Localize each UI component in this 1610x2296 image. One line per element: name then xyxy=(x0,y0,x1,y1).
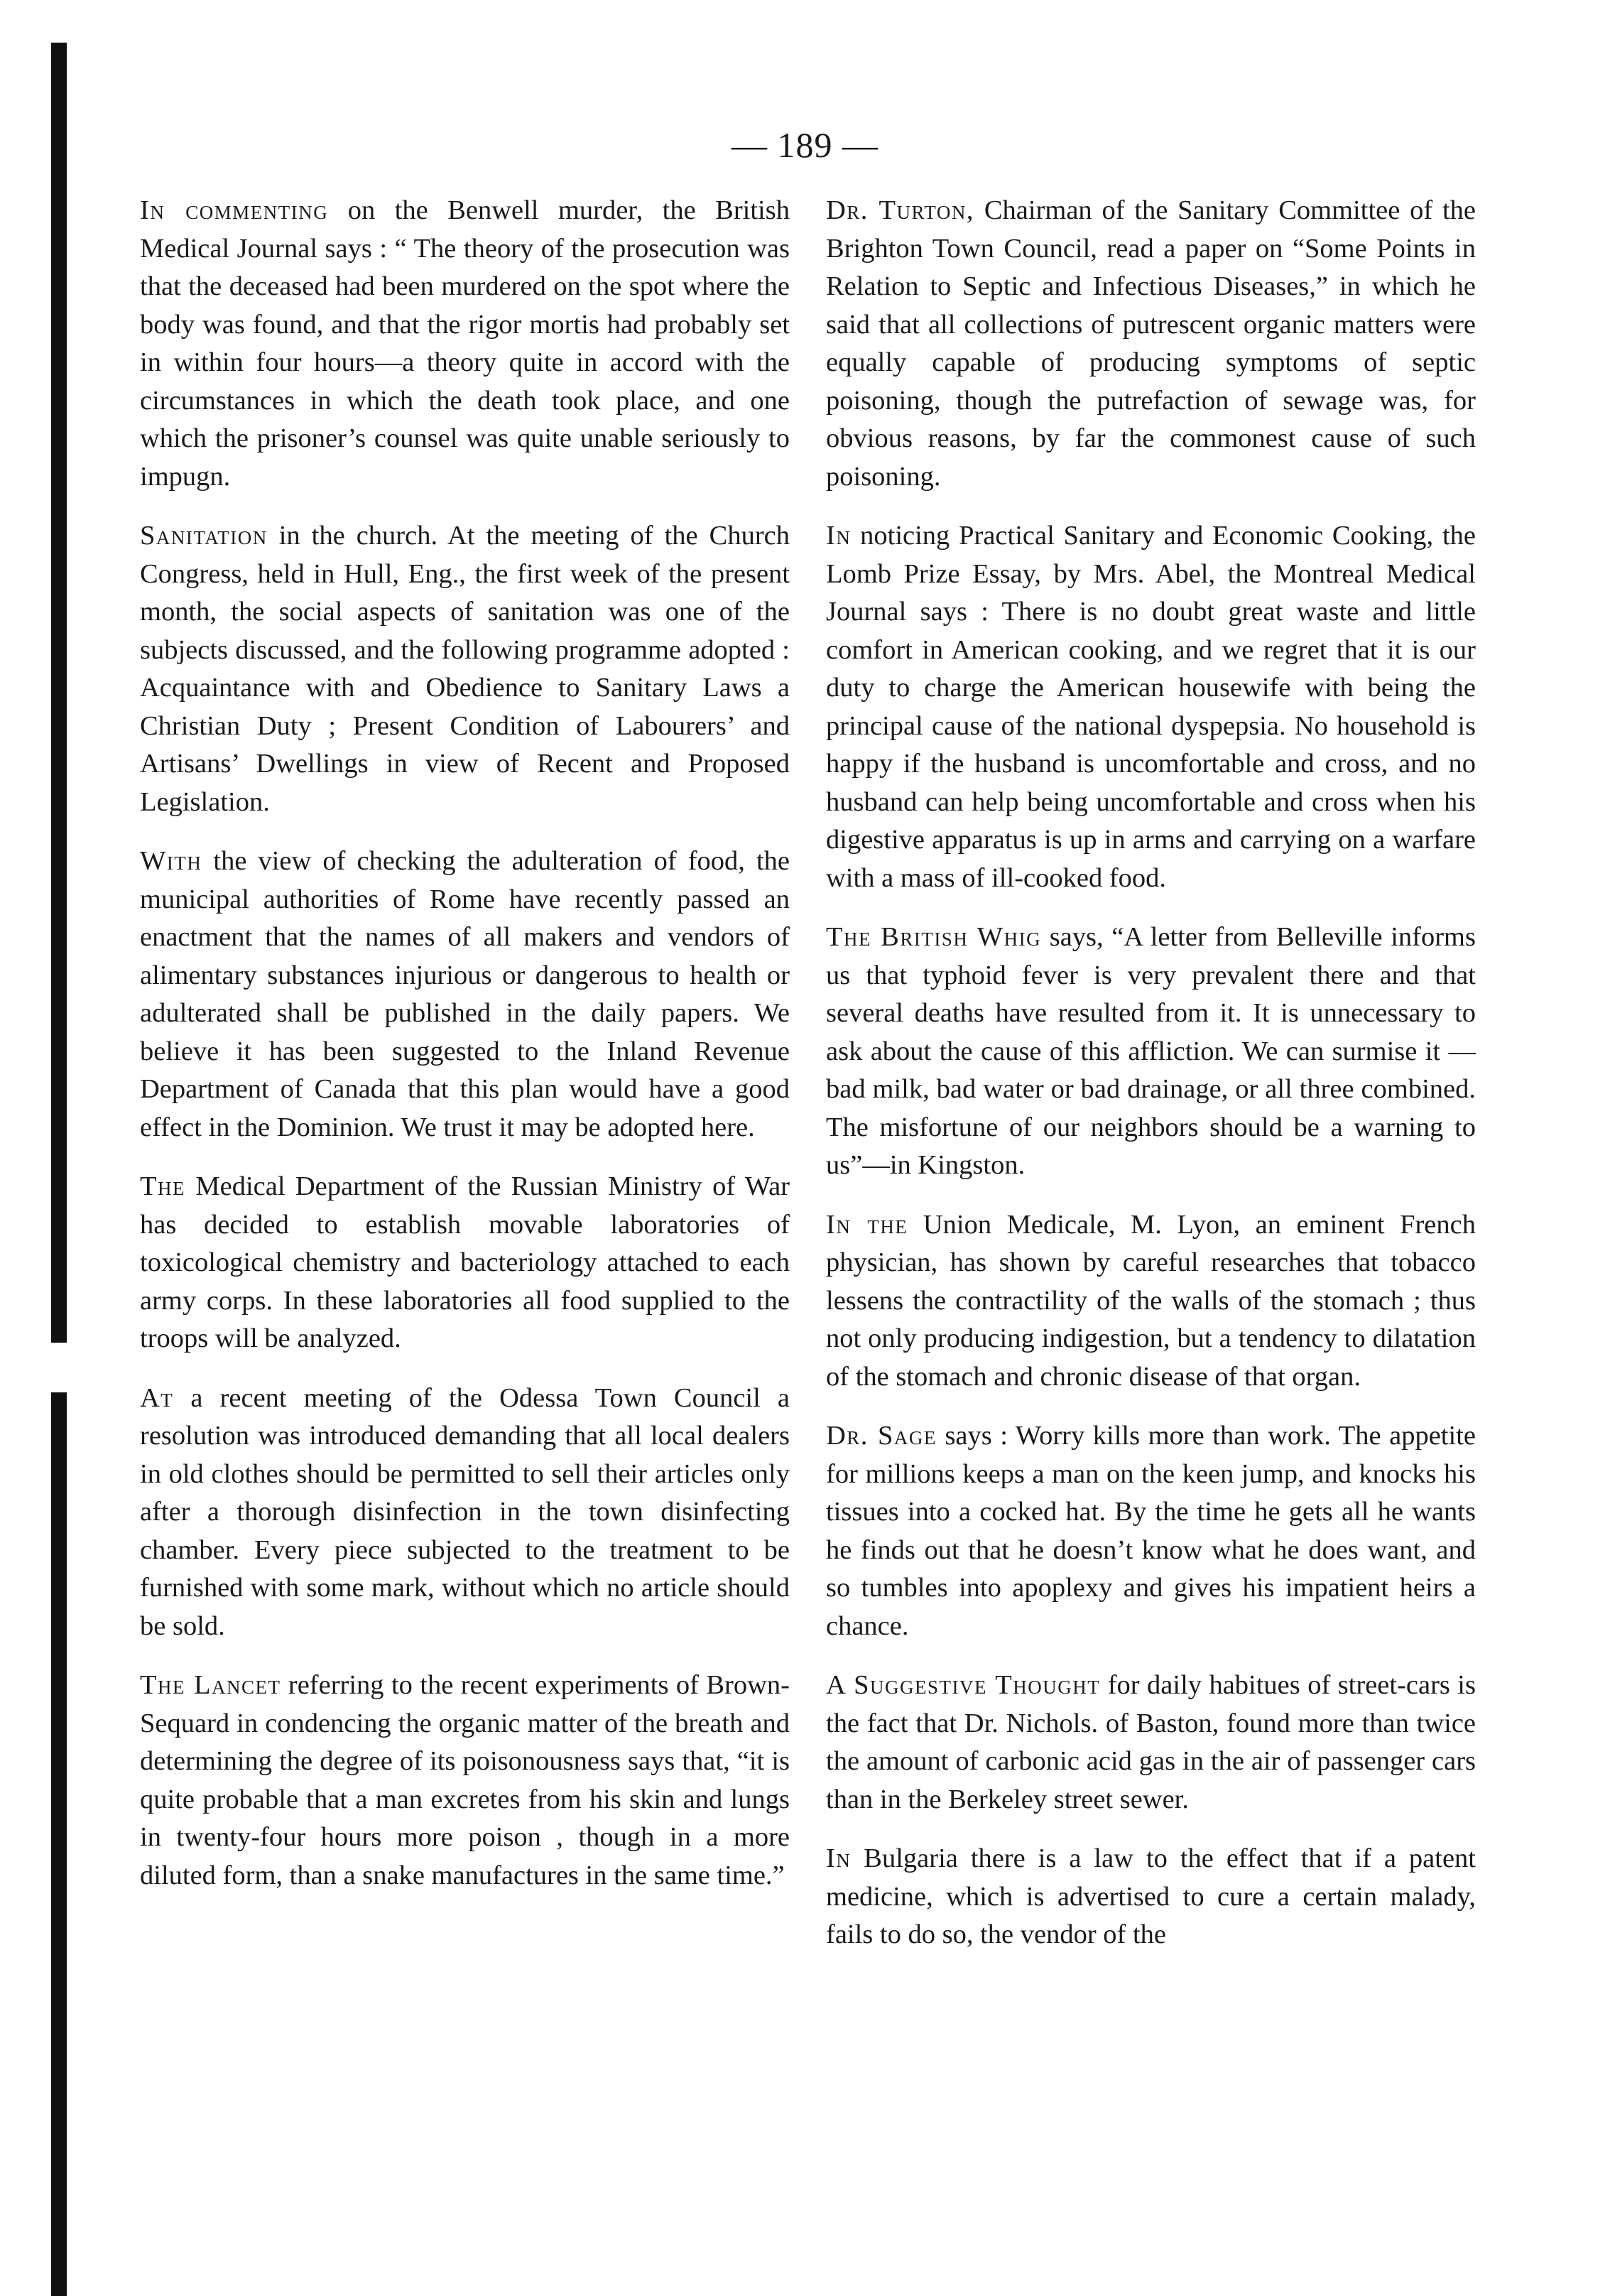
paragraph-lead: A Suggestive Thought xyxy=(826,1670,1101,1700)
paragraph-text: for daily habitues of street-cars is the fact that Dr. Nichols. of Baston, found more than twice the amount of carbonic acid gas in the air of passenger cars than in the Berkeley street sewer. xyxy=(826,1670,1476,1814)
paragraph-adulteration xyxy=(140,843,790,1147)
paragraph-russian-ministry xyxy=(140,1168,790,1358)
paragraph-turton xyxy=(826,192,1476,496)
paragraph-lead: With xyxy=(140,846,202,876)
paragraph-text: in the church. At the meeting of the Church Congress, held in Hull, Eng., the first week of the present month, the social aspects of sanitation was one of the subjects discussed, and the following programme adopted : Acquaintance with and Obedience to Sanitary Laws a Christian Duty ; Present Condition of Labourers’ and Artisans’ Dwellings in view of Recent and Proposed Legislation. xyxy=(140,521,790,817)
paragraph-lancet xyxy=(140,1667,790,1895)
paragraph-text: says, “A letter from Belleville informs us that typhoid fever is very prevalent there and that several deaths have resulted from it. It is unnecessary to ask about the cause of this affliction. We can surmise it —bad milk, bad water or bad drainage, or all three combined. The misfortune of our neighbors should be a warning to us”—in Kingston. xyxy=(826,922,1476,1180)
paragraph-union-medicale xyxy=(826,1206,1476,1397)
paragraph-text: on the Benwell murder, the British Medical Journal says : “ The theory of the prosecution was that the deceased had been murdered on the spot where the body was found, and that the rigor mortis had probably set in within four hours—a theory quite in accord with the circumstances in which the death took place, and one which the prisoner’s counsel was quite unable seriously to impugn. xyxy=(140,195,790,492)
paragraph-text: Bulgaria there is a law to the effect that if a patent medicine, which is advertised to cure a certain malady, fails to do so, the vendor of the xyxy=(826,1843,1476,1949)
paragraph-text: the view of checking the adulteration of food, the municipal authorities of Rome have recently passed an enactment that the names of all makers and vendors of alimentary substances injurious or dangerous to health or adulterated shall be published in the daily papers. We believe it has been suggested to the Inland Revenue Department of Canada that this plan would have a good effect in the Dominion. We trust it may be adopted here. xyxy=(140,846,790,1142)
paragraph-lead: The Lancet xyxy=(140,1670,281,1700)
paragraph-cooking xyxy=(826,517,1476,897)
page-edge-rule-gap xyxy=(51,1343,67,1392)
paragraph-text: Union Medicale, M. Lyon, an eminent French physician, has shown by careful researches that tobacco lessens the contractility of the walls of the stomach ; thus not only producing indigestion, but a tendency to dilatation of the stomach and chronic disease of that organ. xyxy=(826,1209,1476,1392)
paragraph-lead: The xyxy=(140,1171,186,1201)
paragraph-odessa xyxy=(140,1380,790,1646)
paragraph-lead: In the xyxy=(826,1209,908,1240)
right-column xyxy=(826,192,1476,1976)
paragraph-bulgaria xyxy=(826,1840,1476,1954)
paragraph-street-cars xyxy=(826,1667,1476,1819)
paragraph-text: Chairman of the Sanitary Committee of the Brighton Town Council, read a paper on “Some Points in Relation to Septic and Infectious Diseases,” in which he said that all collections of putrescent organic matters were equally capable of producing symptoms of septic poisoning, though the putrefaction of sewage was, for obvious reasons, by far the commonest cause of such poisoning. xyxy=(826,195,1476,492)
paragraph-text: a recent meeting of the Odessa Town Council a resolution was introduced demanding that all local dealers in old clothes should be permitted to sell their articles only after a thorough disinfection in the town disinfecting chamber. Every piece subjected to the treatment to be furnished with some mark, without which no article should be sold. xyxy=(140,1382,790,1641)
paragraph-benwell-murder xyxy=(140,192,790,496)
paragraph-lead: The British Whig xyxy=(826,922,1042,952)
paragraph-lead: In xyxy=(826,1843,852,1873)
paragraph-lead: Sanitation xyxy=(140,521,268,551)
paragraph-lead: Dr. Turton, xyxy=(826,195,975,225)
paragraph-text: says : Worry kills more than work. The appetite for millions keeps a man on the keen jump, and knocks his tissues into a cocked hat. By the time he gets all he wants he finds out that he doesn’t know what he does want, and so tumbles into apoplexy and gives his impatient heirs a chance. xyxy=(826,1421,1476,1641)
paragraph-sanitation xyxy=(140,517,790,821)
paragraph-text: Medical Department of the Russian Ministry of War has decided to establish movable laboratories of toxicological chemistry and bacteriology attached to each army corps. In these laboratories all food supplied to the troops will be analyzed. xyxy=(140,1171,790,1353)
paragraph-dr-sage xyxy=(826,1417,1476,1645)
paragraph-text: referring to the recent experiments of Brown-Sequard in condencing the organic matter of the breath and determining the degree of its poisonousness says that, “it is quite probable that a man excretes from his skin and lungs in twenty-four hours more poison , though in a more diluted form, than a snake manufactures in the same time.” xyxy=(140,1670,790,1890)
page-number: — 189 — xyxy=(731,125,879,165)
paragraph-british-whig xyxy=(826,919,1476,1185)
paragraph-lead: In commenting xyxy=(140,195,329,225)
left-column xyxy=(140,192,790,1916)
paragraph-lead: At xyxy=(140,1382,174,1413)
paragraph-text: noticing Practical Sanitary and Economic Cooking, the Lomb Prize Essay, by Mrs. Abel, the Montreal Medical Journal says : There is no doubt great waste and little comfort in American cooking, and we regret that it is our duty to charge the American housewife with being the principal cause of the national dyspepsia. No household is happy if the husband is uncomfortable and cross, and no husband can help being uncomfortable and cross when his digestive apparatus is up in arms and carrying on a warfare with a mass of ill-cooked food. xyxy=(826,521,1476,893)
paragraph-lead: Dr. Sage xyxy=(826,1421,937,1451)
page-edge-rule xyxy=(51,43,67,2296)
paragraph-lead: In xyxy=(826,521,852,551)
